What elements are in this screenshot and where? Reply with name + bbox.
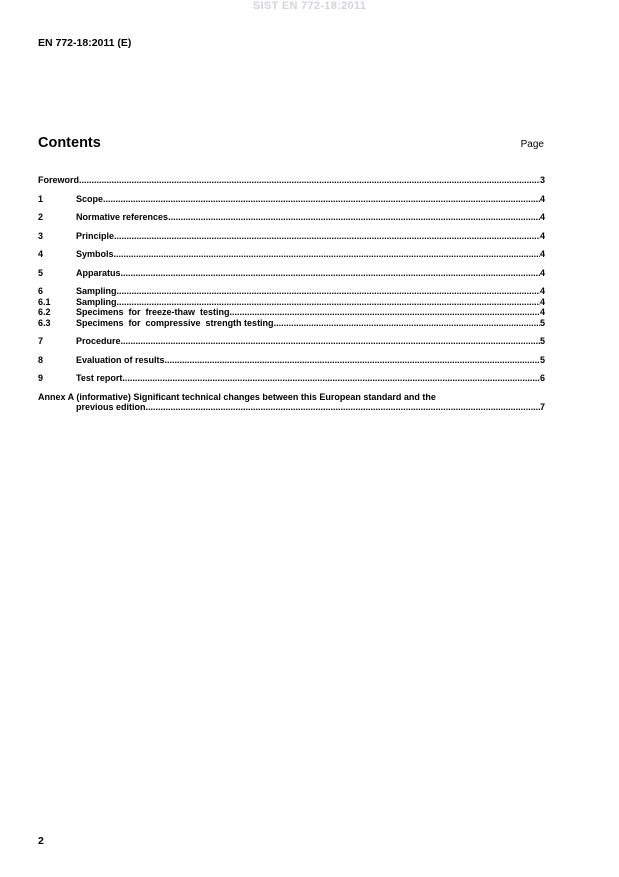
toc-entry-page: 4 [539, 230, 545, 241]
page-column-label: Page [520, 139, 544, 150]
toc-entry-sampling[interactable] [38, 286, 545, 297]
toc-entry-6-3-compressive-strength[interactable] [38, 318, 545, 329]
toc-entry-text: Normative references [76, 212, 169, 222]
toc-entry-number: 6.2 [38, 307, 51, 317]
toc-entry-scope[interactable] [38, 194, 545, 205]
toc-entry-text: Symbols [76, 249, 114, 259]
toc-entry-number: 7 [38, 336, 44, 346]
toc-entry-text: Scope [76, 193, 104, 204]
toc-entry-annex-a[interactable] [38, 392, 545, 413]
toc-entry-text: previous edition [76, 402, 146, 412]
toc-entry-symbols[interactable] [38, 249, 545, 260]
toc-entry-procedure[interactable] [38, 336, 545, 347]
toc-entry-annex-continuation [38, 402, 545, 413]
toc-entry-text: Apparatus [76, 267, 121, 278]
toc-entry-page: 4 [539, 267, 545, 278]
toc-entry-number: 4 [38, 249, 44, 259]
toc-entry-page: 4 [539, 249, 545, 259]
toc-entry-number: 2 [38, 212, 44, 222]
toc-leader-dots [121, 268, 540, 279]
toc-entry-text: Evaluation of results [76, 354, 165, 365]
toc-entry-page: 4 [539, 193, 545, 204]
toc-entry-text: Test report [76, 373, 123, 383]
toc-entry-number: 8 [38, 354, 44, 365]
toc-leader-dots [103, 194, 540, 205]
toc-entry-text: Specimens for compressive strength testing [76, 317, 274, 328]
toc-entry-page: 4 [539, 286, 545, 296]
toc-leader-dots [122, 373, 540, 384]
toc-leader-dots [114, 249, 540, 260]
toc-leader-dots [117, 286, 540, 297]
toc-entry-page: 3 [539, 175, 545, 185]
toc-entry-text: Sampling [76, 296, 117, 307]
toc-entry-number: 6.1 [38, 296, 51, 307]
contents-title: Contents [38, 135, 101, 151]
toc-entry-number: 6 [38, 286, 44, 296]
toc-leader-dots [274, 318, 540, 329]
toc-entry-text: Foreword [38, 175, 80, 185]
toc-leader-dots [168, 212, 540, 223]
toc-entry-text: Procedure [76, 336, 121, 346]
toc-entry-number: 3 [38, 230, 44, 241]
toc-entry-6-1-sampling[interactable] [38, 297, 545, 308]
toc-entry-text: Specimens for freeze-thaw testing [76, 307, 230, 317]
toc-entry-page: 4 [539, 296, 545, 307]
toc-entry-page: 4 [539, 307, 545, 317]
toc-entry-number: 5 [38, 267, 44, 278]
table-of-contents [38, 175, 545, 413]
toc-entry-page: 5 [539, 317, 545, 328]
toc-entry-page: 7 [539, 402, 545, 412]
toc-entry-page: 5 [539, 354, 545, 365]
toc-entry-foreword[interactable] [38, 175, 545, 186]
toc-entry-number: 1 [38, 193, 44, 204]
toc-leader-dots [117, 297, 540, 308]
toc-entry-test-report[interactable] [38, 373, 545, 384]
toc-entry-normative-references[interactable] [38, 212, 545, 223]
toc-leader-dots [146, 402, 540, 413]
toc-entry-number: 9 [38, 373, 44, 383]
toc-entry-text: Annex A (informative) Significant technical changes between this European standard and the [38, 391, 436, 402]
toc-entry-principle[interactable] [38, 231, 545, 242]
toc-leader-dots [230, 307, 540, 318]
page-number: 2 [38, 835, 44, 847]
toc-entry-page: 4 [539, 212, 545, 222]
toc-entry-apparatus[interactable] [38, 268, 545, 279]
toc-entry-page: 6 [539, 373, 545, 383]
toc-leader-dots [165, 355, 540, 366]
toc-entry-6-2-freeze-thaw[interactable] [38, 307, 545, 318]
watermark: SIST EN 772-18:2011 [252, 0, 367, 12]
toc-entry-number: 6.3 [38, 317, 51, 328]
toc-entry-text: Principle [76, 230, 115, 241]
toc-leader-dots [121, 336, 540, 347]
document-id: EN 772-18:2011 (E) [38, 37, 132, 49]
toc-entry-evaluation-of-results[interactable] [38, 355, 545, 366]
toc-entry-page: 5 [539, 336, 545, 346]
toc-leader-dots [79, 175, 540, 186]
toc-leader-dots [114, 231, 540, 242]
toc-entry-text: Sampling [76, 286, 117, 296]
